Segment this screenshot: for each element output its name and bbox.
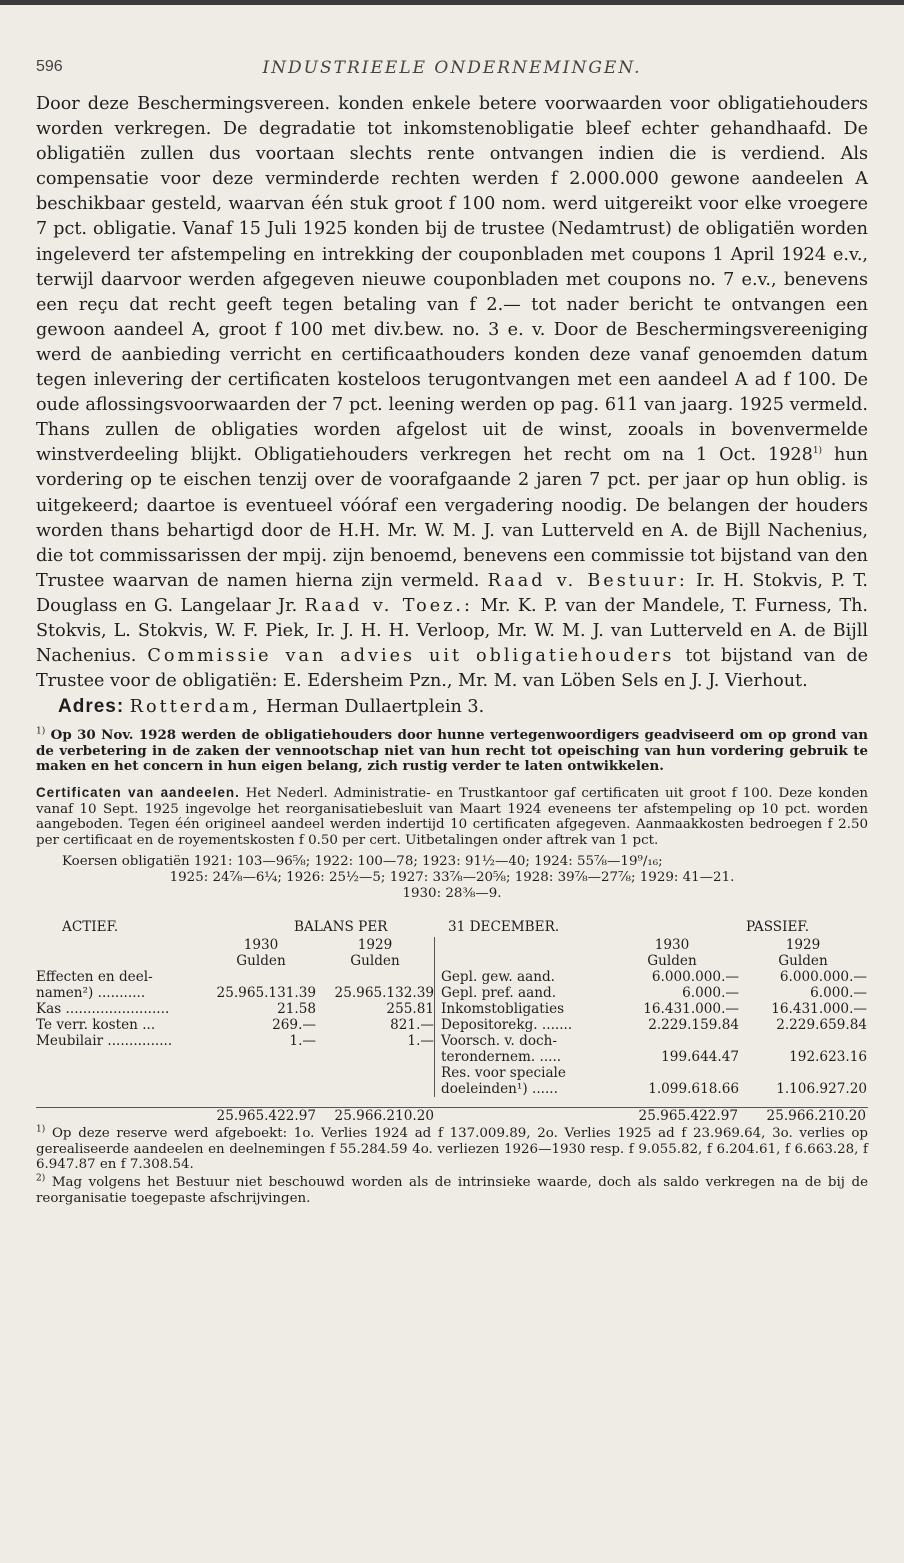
passief-year-1929: 1929 — [785, 937, 821, 954]
passief-label: Voorsch. v. doch- — [441, 1033, 557, 1050]
raad-toezicht-names: Mr. K. P. van der Mandele, T. Furness, Th. Stokvis, L. Stokvis, W. F. Piek, Ir. J. H. H. Verloop, Mr. W. M. J. van Lutterveld en A. de Bijll Nachenius. — [36, 595, 869, 667]
actief-value-1929: 25.965.132.39 — [334, 985, 434, 1002]
passief-value-1930: 199.644.47 — [661, 1049, 739, 1066]
table-row — [441, 1049, 868, 1065]
actief-heading: ACTIEF. — [62, 919, 119, 936]
passief-value-1929: 6.000.000.— — [779, 969, 867, 986]
balance-columns — [36, 937, 868, 1097]
commissie-label: Commissie van advies uit obligatiehouders — [147, 646, 675, 667]
table-row — [441, 1065, 868, 1081]
passief-value-1929: 6.000.— — [810, 985, 867, 1002]
passief-value-1930 — [605, 1033, 739, 1049]
table-row — [36, 985, 434, 1001]
actief-value-1930: 1.— — [289, 1033, 316, 1050]
passief-value-1929: 16.431.000.— — [771, 1001, 867, 1018]
koersen-block — [36, 854, 868, 901]
total-passief-1929: 25.966.210.20 — [766, 1108, 866, 1125]
passief-value-1930: 16.431.000.— — [643, 1001, 739, 1018]
passief-unit-1: Gulden — [647, 953, 697, 970]
actief-unit-2: Gulden — [350, 953, 400, 970]
raad-bestuur-label: Raad v. Bestuur: — [487, 570, 688, 591]
footnote-effecten-mark: 2) — [36, 1173, 46, 1184]
table-row — [441, 969, 868, 985]
passief-column — [434, 937, 868, 1097]
actief-year-1930: 1930 — [243, 937, 279, 954]
balance-header — [36, 919, 868, 937]
balance-title-b: 31 DECEMBER. — [448, 919, 560, 936]
table-row — [36, 1001, 434, 1017]
passief-heading: PASSIEF. — [746, 919, 810, 936]
raad-bestuur-names: Ir. H. Stokvis, P. T. Douglass en G. Langelaar Jr. — [36, 570, 868, 616]
balance-totals-row — [36, 1107, 868, 1124]
table-row — [36, 969, 434, 985]
table-row — [36, 1017, 434, 1033]
actief-label: Kas ........................ — [36, 1001, 170, 1018]
passief-label: Depositorekg. ....... — [441, 1017, 573, 1034]
passief-value-1930: 2.229.159.84 — [648, 1017, 739, 1034]
footnote-reserve-text: Op deze reserve werd afgeboekt: 1o. Verlies 1924 ad f 137.009.89, 2o. Verlies 1925 ad f 23.969.64, 3o. verlies op gerealiseerde aandeelen en deelnemingen f 55.284.59 4o. verliezen 1926—1930 resp. f 9.055.82, f 6.204.61, f 6.663.28, f 6.947.87 en f 7.308.54. — [36, 1126, 868, 1173]
footnote-ref-1: 1) — [812, 446, 823, 457]
footnote-effecten — [36, 1175, 868, 1206]
scan-edge — [0, 0, 904, 5]
koersen-line-3: 1930: 28⅜—9. — [402, 885, 502, 901]
table-row — [441, 1081, 868, 1097]
actief-label: Effecten en deel- — [36, 969, 153, 986]
total-actief-1930: 25.965.422.97 — [216, 1108, 316, 1125]
passief-value-1930: 1.099.618.66 — [648, 1081, 739, 1098]
passief-label: terondernem. ..... — [441, 1049, 562, 1066]
passief-value-1929 — [739, 1033, 867, 1049]
main-text-1: Door deze Beschermingsvereen. konden enkele betere voorwaarden voor obligatiehouders worden verkregen. De degradatie tot inkomstenobligatie bleef echter gehandhaafd. De obligatiën zullen dus voortaan slechts rente ontvangen indien die is verdiend. Als compensatie voor deze verminderde rechten werden f 2.000.000 gewone aandeelen A beschikbaar gesteld, waarvan één stuk groot f 100 nom. werd uitgereikt voor elke vroegere 7 pct. obligatie. Vanaf 15 Juli 1925 konden bij de trustee (Nedamtrust) de obligatiën worden ingeleverd ter afstempeling en intrekking der couponbladen met coupons 1 April 1924 e.v., terwijl daarvoor werden afgegeven nieuwe couponbladen met coupons no. 7 e.v., benevens een reçu dat recht geeft tegen betaling van f 2.— tot nader bericht te ontvangen een gewoon aandeel A, groot f 100 met div.bew. no. 3 e. v. Door de Beschermingsvereeniging werd de aanbieding verricht en certificaathouders konden deze vanaf genoemden datum tegen inlevering der certificaten kosteloos terugontvangen met een aandeel A ad f 100. De oude aflossingsvoorwaarden der 7 pct. leening werden op pag. 611 van jaarg. 1925 vermeld. Thans zullen de obligaties worden afgelost uit de winst, zooals in bovenvermelde winstverdeeling blijkt. Obligatiehouders verkregen het recht om na 1 Oct. 1928 — [36, 94, 868, 466]
passief-label: Res. voor speciale — [441, 1065, 566, 1082]
passief-value-1930: 6.000.— — [682, 985, 739, 1002]
passief-unit-2: Gulden — [778, 953, 828, 970]
total-passief-1930: 25.965.422.97 — [638, 1108, 738, 1125]
footnote-reserve-mark: 1) — [36, 1124, 46, 1135]
actief-column — [36, 937, 434, 1097]
actief-label: Te verr. kosten ... — [36, 1017, 156, 1034]
footnote-1 — [36, 728, 868, 775]
actief-value-1930 — [206, 969, 316, 985]
certificaten-text: Het Nederl. Administratie- en Trustkantoor gaf certificaten uit groot f 100. Deze konden vanaf 10 Sept. 1925 ingevolge het reorganisatiebesluit van Maart 1924 eveneens ter afstempeling op 10 pct. worden aangeboden. Tegen één origineel aandeel werden indertijd 10 certificaten afgegeven. Aanmaakkosten bedroegen f 2.50 per certificaat en de royementskosten f 0.50 per cert. Uitbetalingen onder aftrek van 1 pct. — [36, 786, 868, 848]
actief-value-1930: 269.— — [272, 1017, 316, 1034]
total-actief-1929: 25.966.210.20 — [334, 1108, 434, 1125]
passief-value-1929 — [739, 1065, 867, 1081]
actief-label: Meubilair ............... — [36, 1033, 173, 1050]
actief-value-1930: 21.58 — [277, 1001, 316, 1018]
actief-value-1929: 1.— — [407, 1033, 434, 1050]
raad-toezicht-label: Raad v. Toez.: — [304, 595, 473, 616]
table-row — [441, 1017, 868, 1033]
actief-label: namen²) ........... — [36, 985, 146, 1002]
actief-unit-row — [36, 953, 434, 969]
passief-label: Gepl. pref. aand. — [441, 985, 557, 1002]
passief-unit-row — [441, 953, 868, 969]
balance-title-a: BALANS PER — [294, 919, 388, 936]
main-paragraph — [36, 92, 868, 694]
page-header — [36, 52, 868, 92]
actief-value-1929: 255.81 — [386, 1001, 434, 1018]
address-street: Herman Dullaertplein 3. — [260, 697, 485, 718]
certificaten-label: Certificaten van aandeelen. — [36, 785, 240, 801]
passief-value-1929: 1.106.927.20 — [776, 1081, 867, 1098]
actief-value-1929 — [316, 969, 434, 985]
footnote-1-mark: 1) — [36, 726, 46, 737]
actief-unit-1: Gulden — [236, 953, 286, 970]
footnote-effecten-text: Mag volgens het Bestuur niet beschouwd worden als de intrinsieke waarde, doch als saldo verkregen na de bij de reorganisatie toegepaste afschrijvingen. — [36, 1174, 868, 1206]
certificaten-paragraph — [36, 785, 868, 848]
address-label: Adres: — [58, 696, 125, 718]
passief-value-1930: 6.000.000.— — [651, 969, 739, 986]
footnote-1-text: Op 30 Nov. 1928 werden de obligatiehouders door hunne vertegenwoordigers geadviseerd om op grond van de verbetering in de zaken der vennootschap niet van hun recht tot opeisching van hun vordering gebruik te maken en het concern in hun eigen belang, zich rustig verder te laten ontwikkelen. — [36, 727, 868, 775]
actief-value-1929: 821.— — [390, 1017, 434, 1034]
actief-value-1930: 25.965.131.39 — [216, 985, 316, 1002]
address-line — [36, 694, 868, 720]
passief-year-1930: 1930 — [654, 937, 690, 954]
balance-sheet — [36, 919, 868, 1124]
address-city: Rotterdam, — [129, 697, 261, 718]
koersen-line-2: 1925: 24⅞—6¼; 1926: 25½—5; 1927: 33⅞—20⅝; 1928: 39⅞—27⅞; 1929: 41—21. — [169, 870, 735, 885]
actief-year-row — [36, 937, 434, 953]
passief-label: Gepl. gew. aand. — [441, 969, 555, 986]
actief-year-1929: 1929 — [357, 937, 393, 954]
table-row — [36, 1033, 434, 1049]
running-head: INDUSTRIEELE ONDERNEMINGEN. — [262, 58, 642, 78]
passief-label: doeleinden¹) ...... — [441, 1081, 558, 1098]
passief-year-row — [441, 937, 868, 953]
page-number: 596 — [36, 58, 63, 75]
passief-value-1929: 192.623.16 — [789, 1049, 867, 1066]
table-row — [441, 1033, 868, 1049]
passief-value-1930 — [605, 1065, 739, 1081]
koersen-line-1: Koersen obligatiën 1921: 103—96⅝; 1922: 100—78; 1923: 91½—40; 1924: 55⅞—19⁹/₁₆; — [62, 854, 663, 870]
commissie-names: tot bijstand van de Trustee voor de obligatiën: E. Edersheim Pzn., Mr. M. van Löben Sels en J. J. Vierhout. — [36, 646, 868, 692]
main-text-2: hun vordering op te eischen tenzij over de voorafgaande 2 jaren 7 pct. per jaar op hun oblig. is uitgekeerd; daartoe is eventueel vóóraf een vergadering noodig. De belangen der houders worden thans behartigd door de H.H. Mr. W. M. J. van Lutterveld en A. de Bijll Nachenius, die tot commissarissen der mpij. zijn benoemd, benevens een commissie tot bijstand van den Trustee waarvan de namen hierna zijn vermeld. — [36, 445, 868, 591]
passief-value-1929: 2.229.659.84 — [776, 1017, 867, 1034]
footnote-reserve — [36, 1126, 868, 1173]
passief-label: Inkomstobligaties — [441, 1001, 565, 1018]
table-row — [441, 1001, 868, 1017]
table-row — [441, 985, 868, 1001]
